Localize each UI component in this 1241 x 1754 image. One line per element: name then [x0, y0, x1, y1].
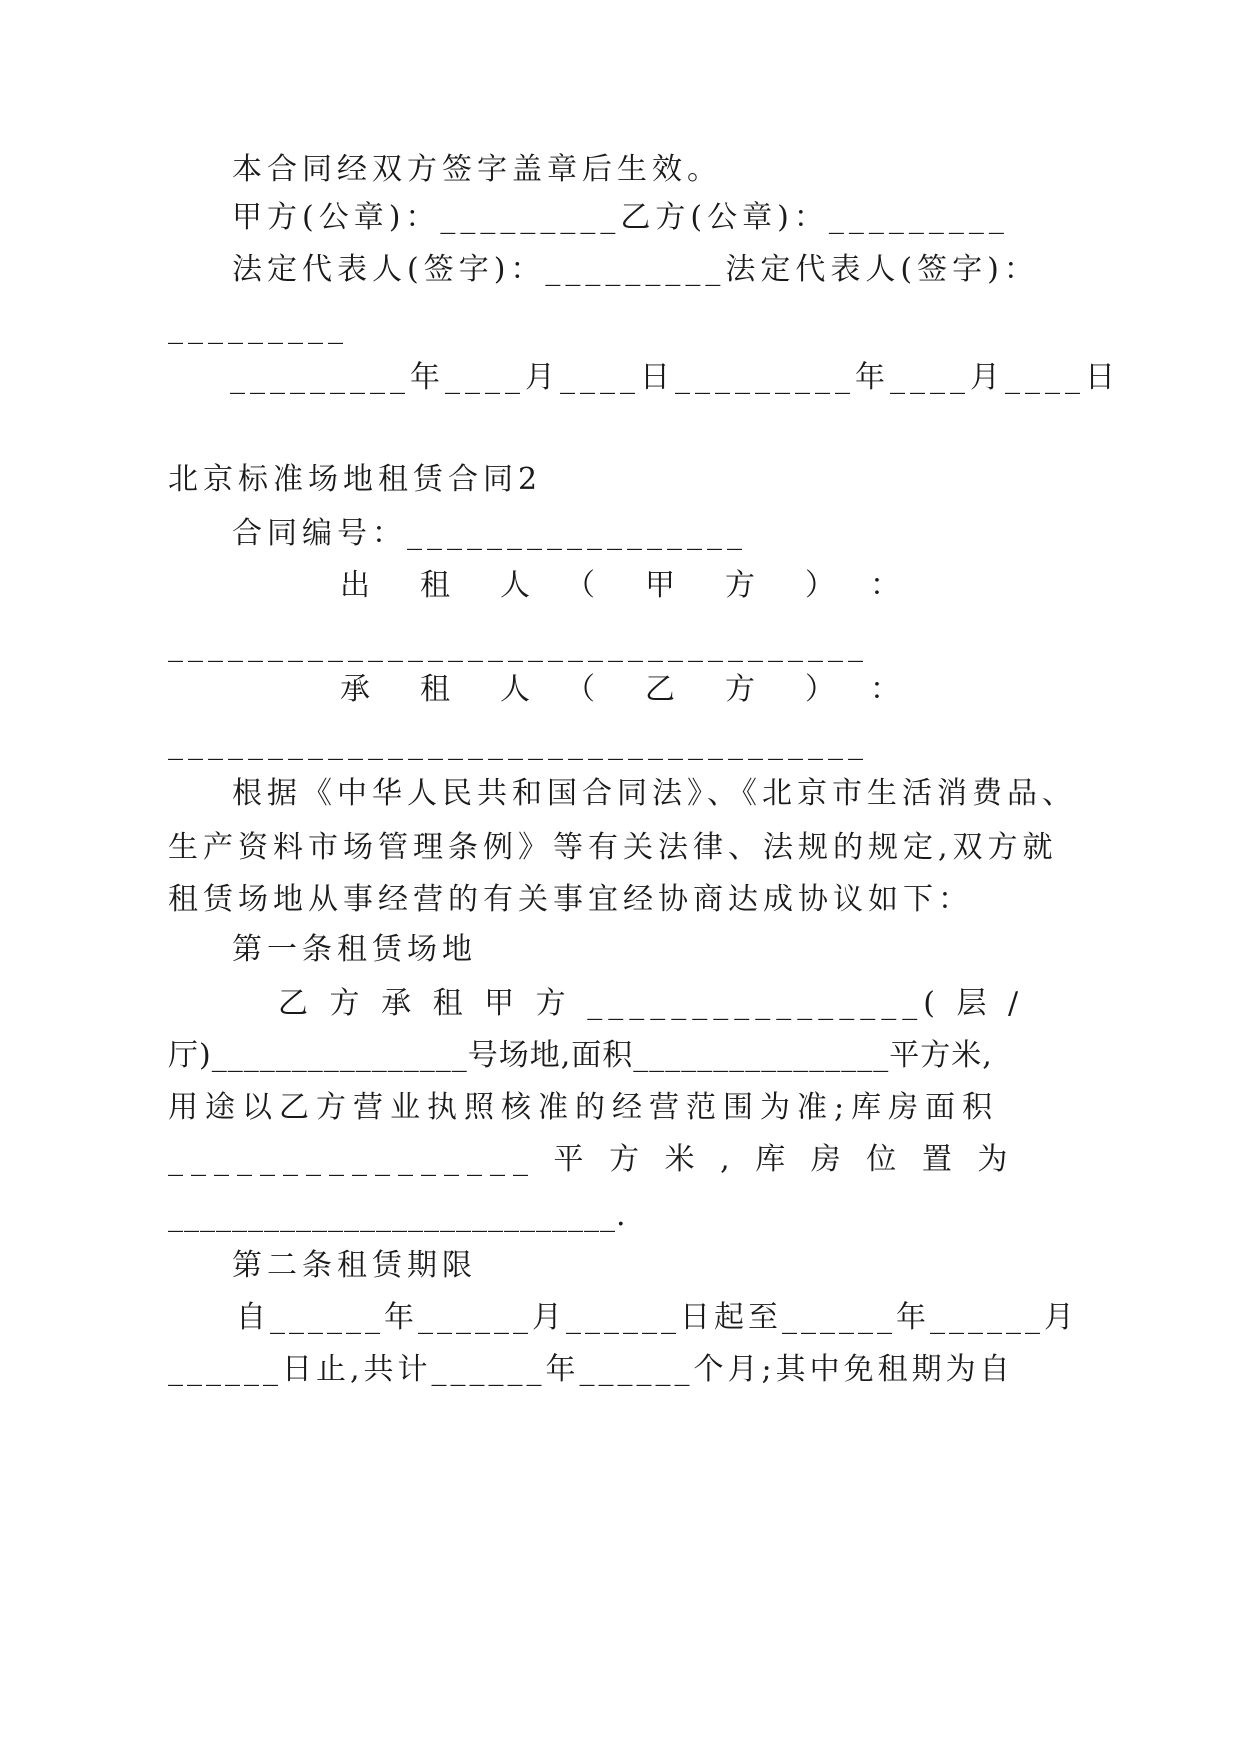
article1-line-1: 乙 方 承 租 甲 方 ________________( 层 /: [278, 986, 1025, 1021]
article2-title: 第二条租赁期限: [232, 1248, 477, 1283]
lessee-label: 承 租 人 （ 乙 方 ） ：: [340, 672, 910, 707]
lessor-blank: ___________________________________: [168, 628, 868, 663]
preamble-line-1: 根据《中华人民共和国合同法》、《北京市生活消费品、: [232, 776, 1077, 811]
representative-line: 法定代表人(签字)：_________法定代表人(签字)：: [232, 252, 1039, 287]
contract-title: 北京标准场地租赁合同2: [168, 462, 543, 497]
seal-line: 甲方(公章)：_________乙方(公章)：_________: [232, 200, 1009, 235]
article1-title: 第一条租赁场地: [232, 932, 477, 967]
article1-line-4: ________________ 平 方 米 , 库 房 位 置 为: [168, 1142, 1016, 1177]
article1-line-3: 用途以乙方营业执照核准的经营范围为准;库房面积: [168, 1090, 1000, 1125]
preamble-line-2: 生产资料市场管理条例》等有关法律、法规的规定,双方就: [168, 830, 1058, 865]
article2-line-1: 自______年______月______日起至______年______月: [236, 1300, 1078, 1335]
representative-blank: _________: [168, 310, 348, 345]
lessor-label: 出 租 人 （ 甲 方 ） ：: [340, 568, 910, 603]
article1-line-2: 厅)________________号场地,面积________________平方米,: [168, 1038, 993, 1073]
date-line: _________年____月____日_________年____月____日: [230, 360, 1120, 395]
article2-line-2: ______日止,共计______年______个月;其中免租期为自: [168, 1352, 1014, 1387]
contract-number: 合同编号：_________________: [232, 516, 747, 551]
effective-clause: 本合同经双方签字盖章后生效。: [232, 152, 722, 187]
preamble-line-3: 租赁场地从事经营的有关事宜经协商达成协议如下：: [168, 882, 973, 917]
lessee-blank: ___________________________________: [168, 726, 868, 761]
article1-line-5: ____________________________.: [168, 1198, 627, 1233]
